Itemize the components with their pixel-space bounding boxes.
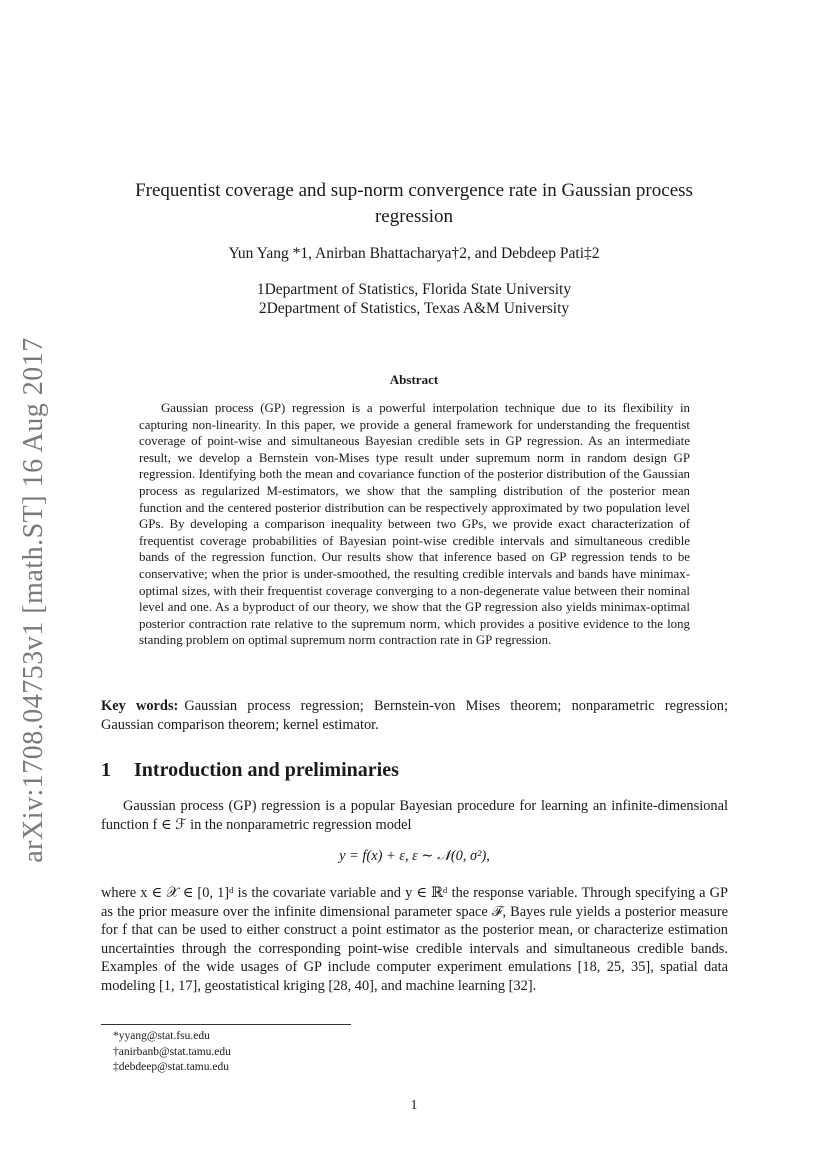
paper-title: Frequentist coverage and sup-norm convergence rate in Gaussian process regression: [135, 180, 693, 227]
section-number: 1: [101, 759, 111, 781]
affiliation-2: 2Department of Statistics, Texas A&M University: [258, 300, 570, 317]
page-number: 1: [410, 1098, 418, 1113]
affiliation-1: 1Department of Statistics, Florida State University: [256, 281, 572, 298]
abstract-body: Gaussian process (GP) regression is a powerful interpolation technique due to its flexibility in capturing non-linearity. In this paper, we provide a general framework for understanding the frequentist coverage of point-wise and simultaneous Bayesian credible sets in GP regression. As an intermediate result, we develop a Bernstein von-Mises type result under supremum norm in random design GP regression. Identifying both the mean and covariance function of the posterior distribution of the Gaussian process as regularized M-estimators, we show that the sampling distribution of the posterior mean function and the centered posterior distribution can be respectively approximated by two population level GPs. By developing a comparison inequality between two GPs, we provide exact characterization of frequentist coverage probabilities of Bayesian point-wise credible intervals and simultaneous credible bands of the regression function. Our results show that inference based on GP regression tends to be conservative; when the prior is under-smoothed, the resulting credible intervals and bands have minimax-optimal sizes, with their frequentist coverage converging to a non-degenerate value between their nominal level and one. As a byproduct of our theory, we show that the GP regression also yields minimax-optimal posterior contraction rate relative to the supremum norm, which provides a positive evidence to the long standing problem on optimal supremum norm contraction rate in GP regression.: [139, 401, 690, 648]
footnote-1: *yyang@stat.fsu.edu: [113, 1030, 210, 1042]
section-heading: [101, 759, 399, 782]
keywords-label: Key words:: [101, 698, 179, 714]
footnote-rule: [101, 1024, 351, 1025]
author-list: Yun Yang *1, Anirban Bhattacharya†2, and Debdeep Pati‡2: [228, 245, 600, 262]
keywords: [101, 697, 728, 735]
footnote-3: ‡debdeep@stat.tamu.edu: [113, 1061, 229, 1073]
arxiv-stamp: arXiv:1708.04753v1 [math.ST] 16 Aug 2017: [18, 337, 49, 863]
intro-paragraph: Gaussian process (GP) regression is a popular Bayesian procedure for learning an infinite-dimensional function f ∈ ℱ in the nonparametric regression model: [101, 798, 728, 833]
body-paragraph: where x ∈ 𝒳 ∈ [0, 1]ᵈ is the covariate variable and y ∈ ℝᵈ the response variable. Through specifying a GP as the prior measure over the infinite dimensional parameter space ℱ, Bayes rule yields a posterior measure for f that can be used to either construct a point estimator as the posterior mean, or characterize estimation uncertainties through the corresponding point-wise credible intervals and simultaneous credible bands. Examples of the wide usages of GP include computer experiment emulations [18, 25, 35], spatial data modeling [1, 17], geostatistical kriging [28, 40], and machine learning [32].: [101, 885, 728, 994]
footnotes: [113, 1029, 231, 1076]
keywords-text: Gaussian process regression; Bernstein-von Mises theorem; nonparametric regression; Gaussian comparison theorem; kernel estimator.: [101, 698, 729, 733]
regression-equation: y = f(x) + ε, ε ∼ 𝒩(0, σ²),: [339, 848, 490, 864]
abstract-heading: Abstract: [389, 372, 439, 387]
footnote-2: †anirbanb@stat.tamu.edu: [113, 1045, 231, 1058]
section-title: Introduction and preliminaries: [134, 759, 399, 781]
